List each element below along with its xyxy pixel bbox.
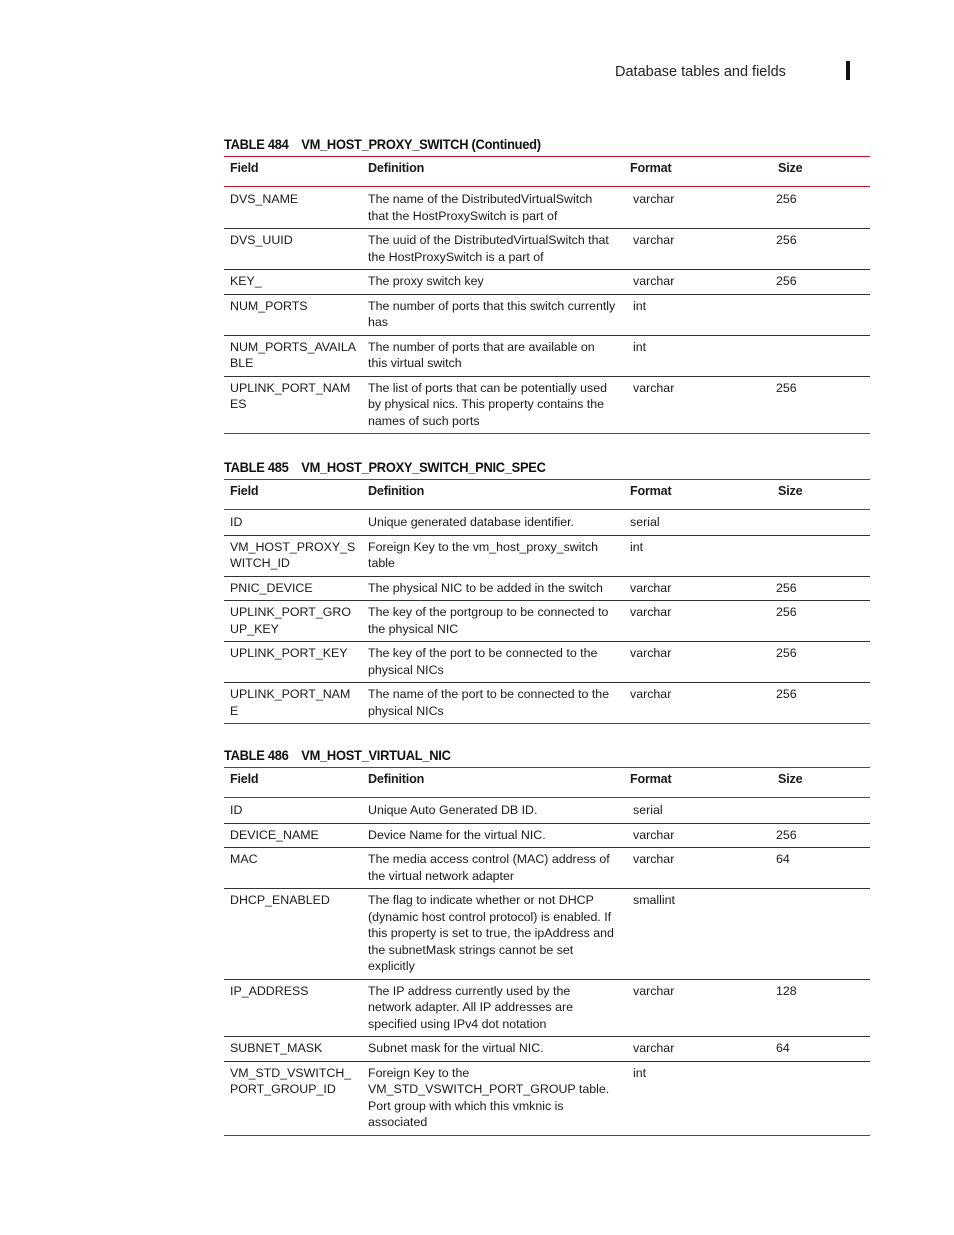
table-row bbox=[224, 1061, 870, 1135]
cell-format: serial bbox=[624, 510, 772, 536]
cell-definition: Subnet mask for the virtual NIC. bbox=[362, 1037, 624, 1062]
cell-field: DVS_NAME bbox=[224, 187, 362, 229]
table-485-block bbox=[224, 457, 870, 724]
table-number: TABLE 485 bbox=[224, 459, 289, 475]
cell-size bbox=[772, 510, 870, 536]
cell-definition: The IP address currently used by the network adapter. All IP addresses are specified using IPv4 dot notation bbox=[362, 979, 624, 1037]
cell-definition: The physical NIC to be added in the switch bbox=[362, 576, 624, 601]
table-row bbox=[224, 270, 870, 295]
data-table bbox=[224, 156, 870, 434]
cell-format: varchar bbox=[624, 642, 772, 683]
table-row bbox=[224, 601, 870, 642]
column-header-definition: Definition bbox=[362, 480, 624, 510]
table-title: VM_HOST_VIRTUAL_NIC bbox=[301, 747, 451, 763]
cell-size: 128 bbox=[772, 979, 870, 1037]
cell-field: SUBNET_MASK bbox=[224, 1037, 362, 1062]
cell-field: IP_ADDRESS bbox=[224, 979, 362, 1037]
cell-size: 256 bbox=[772, 376, 870, 434]
cell-definition: Foreign Key to the vm_host_proxy_switch table bbox=[362, 535, 624, 576]
cell-format: int bbox=[624, 335, 772, 376]
cell-definition: The proxy switch key bbox=[362, 270, 624, 295]
cell-format: varchar bbox=[624, 229, 772, 270]
cell-size: 256 bbox=[772, 187, 870, 229]
cell-field: UPLINK_PORT_NAME bbox=[224, 683, 362, 724]
cell-size: 256 bbox=[772, 642, 870, 683]
table-caption bbox=[224, 457, 818, 479]
cell-definition: Unique generated database identifier. bbox=[362, 510, 624, 536]
cell-size bbox=[772, 335, 870, 376]
column-header-definition: Definition bbox=[362, 768, 624, 798]
table-row bbox=[224, 187, 870, 229]
cell-size bbox=[772, 1061, 870, 1135]
cell-size bbox=[772, 889, 870, 980]
table-row bbox=[224, 979, 870, 1037]
table-row bbox=[224, 535, 870, 576]
column-header-field: Field bbox=[224, 157, 362, 187]
cell-field: VM_STD_VSWITCH_PORT_GROUP_ID bbox=[224, 1061, 362, 1135]
cell-definition: The key of the port to be connected to the physical NICs bbox=[362, 642, 624, 683]
cell-field: NUM_PORTS bbox=[224, 294, 362, 335]
table-row bbox=[224, 889, 870, 980]
cell-definition: The key of the portgroup to be connected to the physical NIC bbox=[362, 601, 624, 642]
cell-format: varchar bbox=[624, 1037, 772, 1062]
table-caption bbox=[224, 134, 818, 156]
cell-definition: The name of the DistributedVirtualSwitch that the HostProxySwitch is part of bbox=[362, 187, 624, 229]
cell-format: varchar bbox=[624, 979, 772, 1037]
table-title: VM_HOST_PROXY_SWITCH (Continued) bbox=[301, 136, 541, 152]
cell-definition: Unique Auto Generated DB ID. bbox=[362, 798, 624, 824]
data-table bbox=[224, 767, 870, 1136]
table-header-row bbox=[224, 157, 870, 187]
column-header-format: Format bbox=[624, 480, 772, 510]
cell-size: 64 bbox=[772, 848, 870, 889]
cell-field: ID bbox=[224, 798, 362, 824]
cell-format: varchar bbox=[624, 376, 772, 434]
table-row bbox=[224, 229, 870, 270]
column-header-format: Format bbox=[624, 157, 772, 187]
cell-size: 64 bbox=[772, 1037, 870, 1062]
cell-size: 256 bbox=[772, 683, 870, 724]
table-header-row bbox=[224, 768, 870, 798]
column-header-definition: Definition bbox=[362, 157, 624, 187]
cell-field: DEVICE_NAME bbox=[224, 823, 362, 848]
cell-definition: Foreign Key to the VM_STD_VSWITCH_PORT_GROUP table. Port group with which this vmknic is associated bbox=[362, 1061, 624, 1135]
table-row bbox=[224, 642, 870, 683]
cell-size: 256 bbox=[772, 229, 870, 270]
cell-field: ID bbox=[224, 510, 362, 536]
cell-field: UPLINK_PORT_GROUP_KEY bbox=[224, 601, 362, 642]
cell-field: KEY_ bbox=[224, 270, 362, 295]
cell-format: int bbox=[624, 1061, 772, 1135]
column-header-size: Size bbox=[772, 157, 870, 187]
cell-format: smallint bbox=[624, 889, 772, 980]
table-header-row bbox=[224, 480, 870, 510]
cell-definition: The flag to indicate whether or not DHCP (dynamic host control protocol) is enabled. If this property is set to true, the ipAddress and the subnetMask strings cannot be set explicitly bbox=[362, 889, 624, 980]
header-marker-bar bbox=[846, 61, 850, 80]
table-row bbox=[224, 798, 870, 824]
cell-field: PNIC_DEVICE bbox=[224, 576, 362, 601]
cell-size bbox=[772, 294, 870, 335]
cell-field: UPLINK_PORT_NAMES bbox=[224, 376, 362, 434]
table-row bbox=[224, 335, 870, 376]
table-484-block bbox=[224, 134, 870, 434]
cell-format: int bbox=[624, 535, 772, 576]
cell-definition: The number of ports that are available on this virtual switch bbox=[362, 335, 624, 376]
cell-field: UPLINK_PORT_KEY bbox=[224, 642, 362, 683]
table-row bbox=[224, 376, 870, 434]
cell-field: VM_HOST_PROXY_SWITCH_ID bbox=[224, 535, 362, 576]
table-title: VM_HOST_PROXY_SWITCH_PNIC_SPEC bbox=[301, 459, 546, 475]
cell-format: varchar bbox=[624, 270, 772, 295]
cell-format: varchar bbox=[624, 187, 772, 229]
cell-field: DVS_UUID bbox=[224, 229, 362, 270]
cell-format: int bbox=[624, 294, 772, 335]
table-row bbox=[224, 576, 870, 601]
table-number: TABLE 486 bbox=[224, 747, 289, 763]
cell-definition: The list of ports that can be potentially used by physical nics. This property contains the names of such ports bbox=[362, 376, 624, 434]
cell-size: 256 bbox=[772, 823, 870, 848]
table-row bbox=[224, 683, 870, 724]
table-row bbox=[224, 294, 870, 335]
cell-field: NUM_PORTS_AVAILABLE bbox=[224, 335, 362, 376]
cell-size: 256 bbox=[772, 601, 870, 642]
column-header-size: Size bbox=[772, 480, 870, 510]
cell-size bbox=[772, 535, 870, 576]
table-row bbox=[224, 1037, 870, 1062]
page-header-title: Database tables and fields bbox=[615, 64, 786, 80]
table-number: TABLE 484 bbox=[224, 136, 289, 152]
data-table bbox=[224, 479, 870, 724]
cell-format: varchar bbox=[624, 848, 772, 889]
cell-definition: The number of ports that this switch currently has bbox=[362, 294, 624, 335]
cell-format: varchar bbox=[624, 576, 772, 601]
table-caption bbox=[224, 745, 818, 767]
cell-definition: The uuid of the DistributedVirtualSwitch that the HostProxySwitch is a part of bbox=[362, 229, 624, 270]
cell-definition: Device Name for the virtual NIC. bbox=[362, 823, 624, 848]
cell-format: varchar bbox=[624, 683, 772, 724]
cell-format: varchar bbox=[624, 601, 772, 642]
table-row bbox=[224, 823, 870, 848]
table-486-block bbox=[224, 745, 870, 1136]
table-row bbox=[224, 510, 870, 536]
column-header-field: Field bbox=[224, 768, 362, 798]
cell-size: 256 bbox=[772, 576, 870, 601]
cell-size bbox=[772, 798, 870, 824]
cell-field: MAC bbox=[224, 848, 362, 889]
cell-format: varchar bbox=[624, 823, 772, 848]
cell-format: serial bbox=[624, 798, 772, 824]
column-header-size: Size bbox=[772, 768, 870, 798]
cell-field: DHCP_ENABLED bbox=[224, 889, 362, 980]
column-header-field: Field bbox=[224, 480, 362, 510]
cell-definition: The name of the port to be connected to the physical NICs bbox=[362, 683, 624, 724]
column-header-format: Format bbox=[624, 768, 772, 798]
table-row bbox=[224, 848, 870, 889]
cell-definition: The media access control (MAC) address of the virtual network adapter bbox=[362, 848, 624, 889]
cell-size: 256 bbox=[772, 270, 870, 295]
